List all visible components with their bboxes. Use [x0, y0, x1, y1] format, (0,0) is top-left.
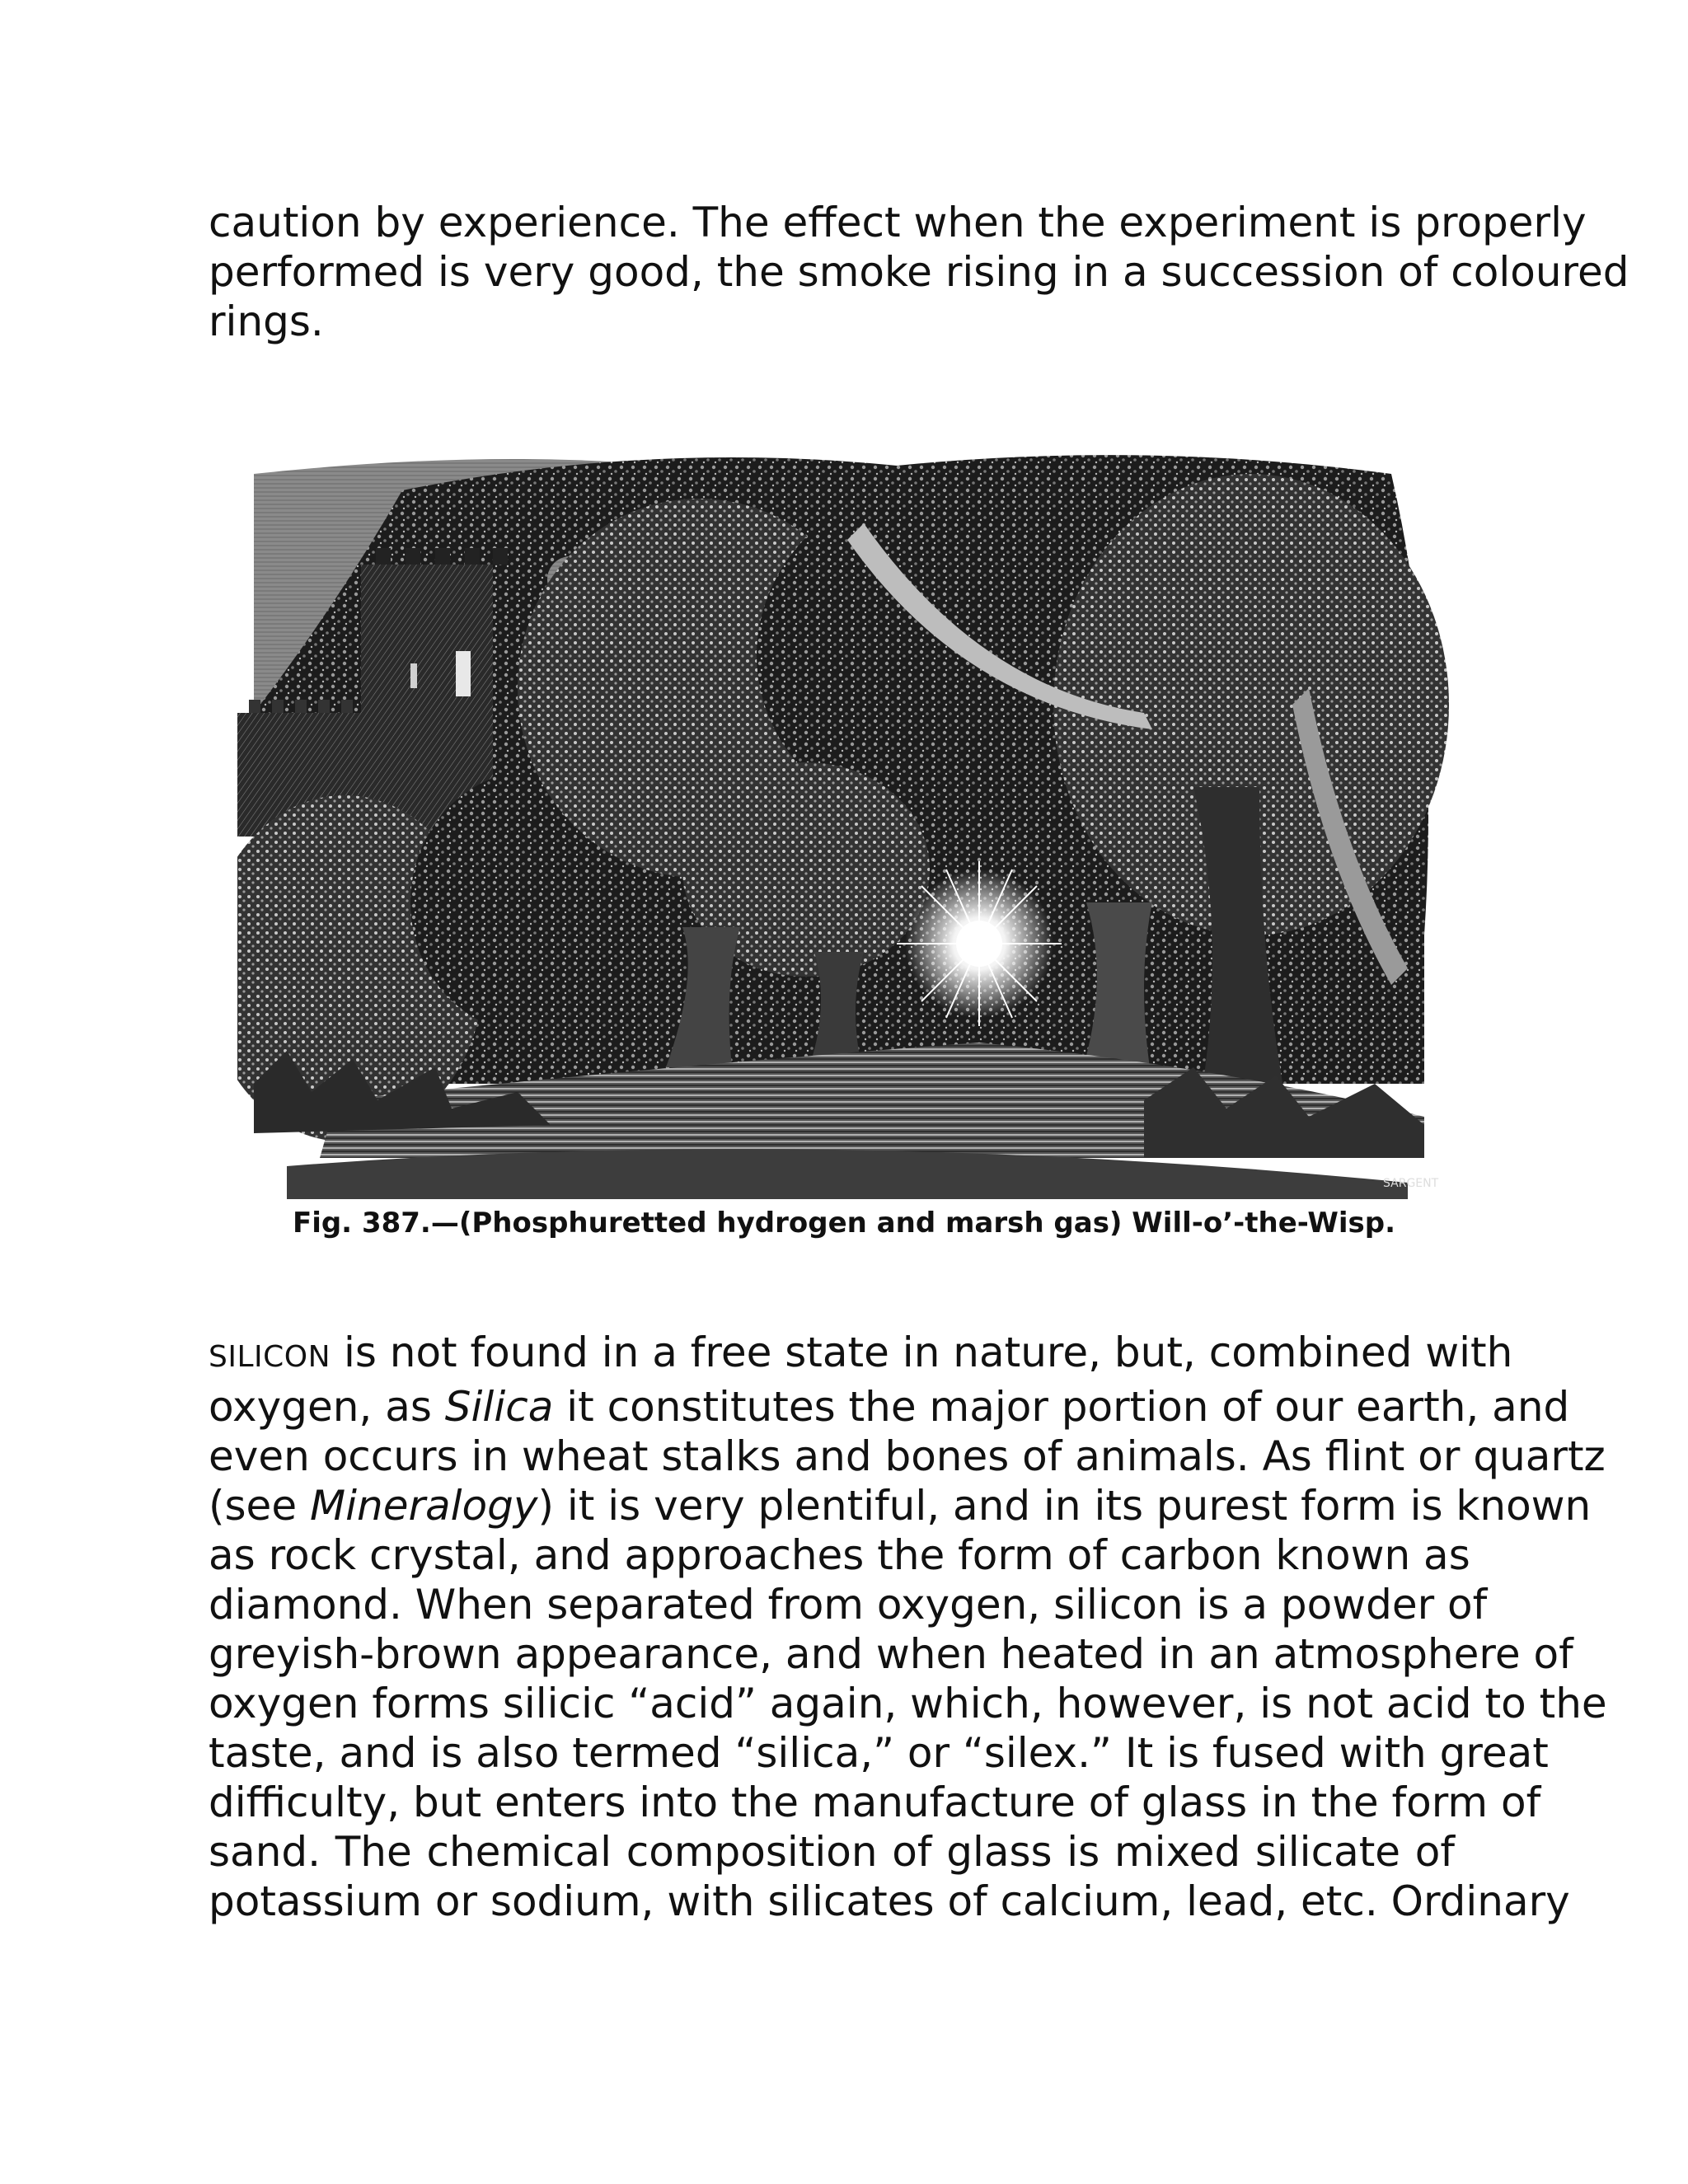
text-line: potassium or sodium, with silicates of calcium, lead, etc. Ordinary [209, 1877, 1570, 1925]
text-line [209, 1328, 1513, 1382]
italic-term: Silica [444, 1383, 554, 1431]
text-line: performed is very good, the smoke rising in a succession of coloured [209, 248, 1629, 296]
text-line: diamond. When separated from oxygen, silicon is a powder of [209, 1581, 1488, 1629]
text-line: even occurs in wheat stalks and bones of animals. As flint or quartz [209, 1432, 1606, 1480]
wisp-light [897, 861, 1062, 1026]
text-line: as rock crystal, and approaches the form of carbon known as [209, 1531, 1470, 1579]
text-line: rings. [209, 298, 324, 345]
text-line [209, 1382, 1570, 1432]
text-segment: oxygen, as [209, 1383, 445, 1431]
text-line: oxygen forms silicic “acid” again, which, however, is not acid to the [209, 1680, 1607, 1727]
text-segment: is not found in a free state in nature, but, combined with [331, 1329, 1513, 1376]
text-segment: it constitutes the major portion of our earth, and [553, 1383, 1570, 1431]
text-segment: (see [209, 1482, 310, 1530]
will-o-the-wisp-engraving [237, 441, 1449, 1203]
engraver-signature: SARGENT [1383, 1177, 1439, 1190]
smallcaps-term: SILICON [209, 1340, 331, 1374]
text-line [209, 1481, 1592, 1530]
paragraph-top [209, 198, 1629, 346]
text-line: greyish-brown appearance, and when heated in an atmosphere of [209, 1630, 1573, 1678]
figure-caption: Fig. 387.—(Phosphuretted hydrogen and marsh gas) Will-o’-the-Wisp. [292, 1207, 1396, 1240]
text-segment: ) it is very plentiful, and in its purest form is known [537, 1482, 1592, 1530]
text-line: sand. The chemical composition of glass is mixed silicate of [209, 1828, 1455, 1876]
text-line: difficulty, but enters into the manufacture of glass in the form of [209, 1779, 1541, 1826]
text-line: caution by experience. The effect when the experiment is properly [209, 199, 1587, 246]
paragraph-silicon [209, 1328, 1607, 1926]
text-line: taste, and is also termed “silica,” or “silex.” It is fused with great [209, 1729, 1549, 1777]
italic-term: Mineralogy [309, 1482, 538, 1530]
engraving-illustration [237, 441, 1449, 1203]
